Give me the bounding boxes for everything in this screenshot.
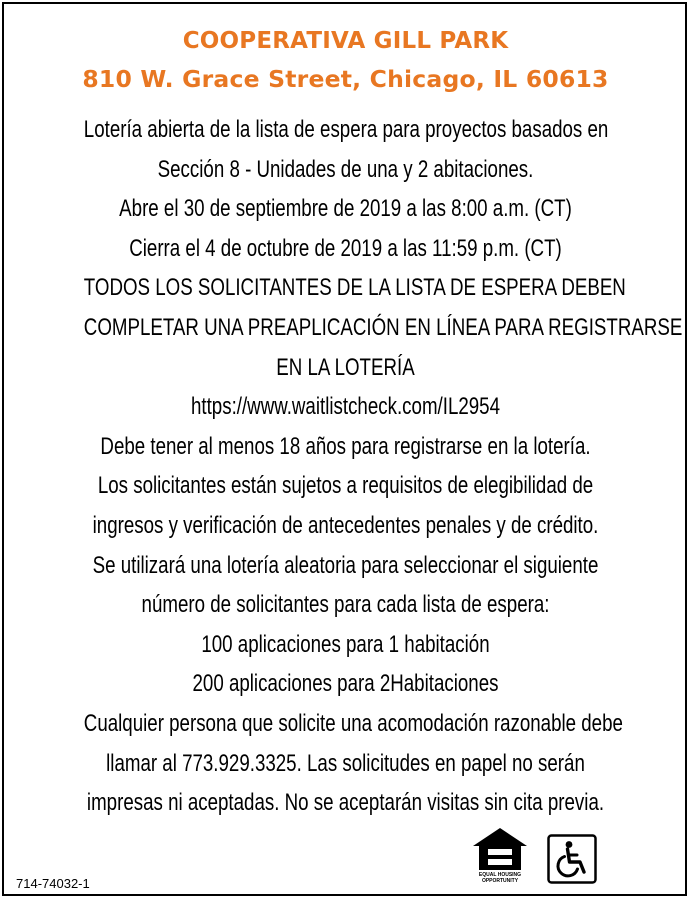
close-date-line: Cierra el 4 de octubre de 2019 a las 11:59 p.m. (CT) [129,234,562,262]
equal-housing-caption: EQUAL HOUSING [478,872,522,878]
phone-line: llamar al 773.929.3325. Las solicitudes en papel no serán [106,749,585,777]
notice-line: Los solicitantes están sujetos a requisitos de elegibilidad de [97,472,594,500]
accessibility-logo [547,834,597,884]
two-bedroom-count: 200 aplicaciones para 2Habitaciones [192,670,499,698]
notice-line: Se utilizará una lotería aleatoria para seleccionar el siguiente [92,551,599,579]
reference-code: 714-74032-1 [16,876,90,891]
notice-line: número de solicitantes para cada lista de espera: [141,591,550,619]
notice-line: impresas ni aceptadas. No se aceptarán visitas sin cita previa. [86,789,605,817]
notice-line: ingresos y verificación de antecedentes penales y de crédito. [92,511,599,539]
notice-line: Lotería abierta de la lista de espera para proyectos basados en [83,116,609,143]
property-name: COOPERATIVA GILL PARK [182,28,509,54]
application-url[interactable]: https://www.waitlistcheck.com/IL2954 [190,393,501,421]
equal-housing-icon [470,826,530,872]
property-address: 810 W. Grace Street, Chicago, IL 60613 [82,65,609,93]
notice-line: Debe tener al menos 18 años para registrarse en la lotería. [100,432,591,460]
notice-line: Cualquier persona que solicite una acomodación razonable debe [83,709,623,737]
one-bedroom-count: 100 aplicaciones para 1 habitación [201,630,490,658]
wheelchair-icon [547,834,597,884]
notice-line: TODOS LOS SOLICITANTES DE LA LISTA DE ESPERA DEBEN [83,274,626,302]
notice-line: EN LA LOTERÍA [276,353,415,381]
notice-line: COMPLETAR UNA PREAPLICACIÓN EN LÍNEA PARA REGISTRARSE [83,313,683,341]
open-date-line: Abre el 30 de septiembre de 2019 a las 8:00 a.m. (CT) [119,195,572,223]
notice-body [83,110,683,823]
equal-housing-caption: OPPORTUNITY [481,878,519,884]
equal-housing-logo [470,826,530,888]
notice-line: Sección 8 - Unidades de una y 2 abitaciones. [157,155,534,183]
